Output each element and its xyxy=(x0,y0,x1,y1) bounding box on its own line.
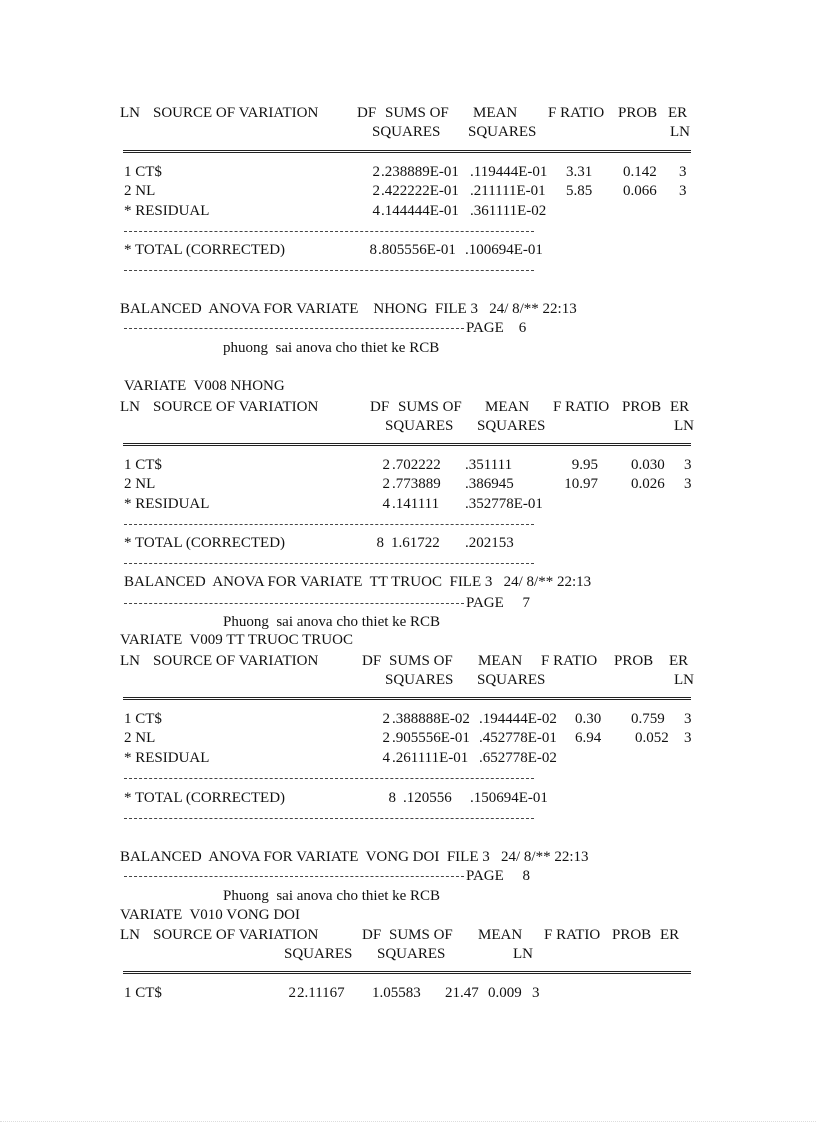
header-source: SOURCE OF VARIATION xyxy=(153,653,319,669)
row-ss: .144444E-01 xyxy=(381,203,459,219)
row-ms: .202153 xyxy=(465,535,514,551)
dashed-rule xyxy=(124,563,534,564)
row-df: 8 xyxy=(388,790,396,806)
header-mean: MEAN xyxy=(473,105,518,121)
row-df: 8 xyxy=(369,242,377,258)
row-df: 2 xyxy=(382,457,390,473)
row-prob: 0.052 xyxy=(635,730,669,746)
section-subtitle: Phuong sai anova cho thiet ke RCB xyxy=(223,888,441,904)
row-ms: .452778E-01 xyxy=(479,730,557,746)
double-rule xyxy=(123,697,691,700)
header-squares-1: SQUARES xyxy=(372,124,441,140)
row-ss: .141111 xyxy=(392,496,440,512)
row-f: 10.97 xyxy=(564,476,598,492)
row-source: 1 CT$ xyxy=(124,985,162,1001)
header-sums-of: SUMS OF xyxy=(385,105,449,121)
header-ln: LN xyxy=(120,653,140,669)
dashed-rule xyxy=(124,818,534,819)
row-source: * TOTAL (CORRECTED) xyxy=(124,790,286,806)
row-f: 6.94 xyxy=(575,730,602,746)
section-subtitle: Phuong sai anova cho thiet ke RCB xyxy=(223,614,441,630)
row-ss: .120556 xyxy=(403,790,452,806)
row-ss: .905556E-01 xyxy=(392,730,470,746)
row-ms: .119444E-01 xyxy=(470,164,548,180)
section-heading: BALANCED ANOVA FOR VARIATE TT TRUOC FILE 3 24/ 8/** 22:13 xyxy=(124,574,592,590)
header-source: SOURCE OF VARIATION xyxy=(153,105,319,121)
row-prob: 0.030 xyxy=(631,457,665,473)
row-df: 4 xyxy=(382,496,390,512)
header-sums-of: SUMS OF xyxy=(398,399,462,415)
row-source: * RESIDUAL xyxy=(124,496,210,512)
variate-label: VARIATE V008 NHONG xyxy=(124,378,285,394)
row-ss: .805556E-01 xyxy=(378,242,456,258)
row-ms: .352778E-01 xyxy=(465,496,543,512)
row-f: 0.30 xyxy=(575,711,602,727)
header-squares-2: SQUARES xyxy=(477,672,546,688)
header-df: DF xyxy=(362,927,382,943)
row-ss: .422222E-01 xyxy=(381,183,459,199)
row-source: * RESIDUAL xyxy=(124,750,210,766)
page-number: PAGE 8 xyxy=(466,868,531,884)
row-er: 3 xyxy=(684,711,692,727)
row-source: 1 CT$ xyxy=(124,164,162,180)
header-sums-of: SUMS OF xyxy=(389,927,453,943)
dashed-rule xyxy=(124,778,534,779)
row-df: 2 xyxy=(372,164,380,180)
section-heading: BALANCED ANOVA FOR VARIATE VONG DOI FILE 3 24/ 8/** 22:13 xyxy=(120,849,589,865)
row-df: 8 xyxy=(376,535,384,551)
header-er: ER xyxy=(668,105,688,121)
header-f-ratio: F RATIO xyxy=(544,927,601,943)
variate-label: VARIATE V009 TT TRUOC TRUOC xyxy=(120,632,353,648)
header-sums-of: SUMS OF xyxy=(389,653,453,669)
dashed-rule xyxy=(124,524,534,525)
row-ss: .261111E-01 xyxy=(392,750,469,766)
header-mean: MEAN xyxy=(485,399,530,415)
row-er: 3 xyxy=(679,183,687,199)
header-prob: PROB xyxy=(612,927,652,943)
row-ms: .386945 xyxy=(465,476,514,492)
header-er: ER xyxy=(670,399,690,415)
header-ln-2: LN xyxy=(670,124,690,140)
header-mean: MEAN xyxy=(478,653,523,669)
row-prob: 0.759 xyxy=(631,711,665,727)
header-squares-1: SQUARES xyxy=(385,418,454,434)
row-ss: .388888E-02 xyxy=(392,711,470,727)
page-number: PAGE 7 xyxy=(466,595,531,611)
row-ms: 1.05583 xyxy=(372,985,421,1001)
row-f: 5.85 xyxy=(566,183,593,199)
header-df: DF xyxy=(370,399,390,415)
header-ln: LN xyxy=(120,105,140,121)
row-er: 3 xyxy=(532,985,540,1001)
header-squares-1: SQUARES xyxy=(385,672,454,688)
row-ss: .773889 xyxy=(392,476,441,492)
row-source: 2 NL xyxy=(124,183,156,199)
header-df: DF xyxy=(357,105,377,121)
row-er: 3 xyxy=(684,457,692,473)
header-ln: LN xyxy=(120,399,140,415)
row-er: 3 xyxy=(684,476,692,492)
header-f-ratio: F RATIO xyxy=(541,653,598,669)
row-er: 3 xyxy=(684,730,692,746)
row-source: * TOTAL (CORRECTED) xyxy=(124,535,286,551)
header-ln-2: LN xyxy=(674,672,694,688)
header-squares-2: SQUARES xyxy=(477,418,546,434)
row-source: 1 CT$ xyxy=(124,457,162,473)
row-source: * RESIDUAL xyxy=(124,203,210,219)
row-prob: 0.026 xyxy=(631,476,665,492)
row-ss: .702222 xyxy=(392,457,441,473)
row-ms: .100694E-01 xyxy=(465,242,543,258)
row-ms: .351111 xyxy=(465,457,513,473)
row-ss: 1.61722 xyxy=(391,535,440,551)
header-ln: LN xyxy=(120,927,140,943)
double-rule xyxy=(123,150,691,153)
header-squares-2: SQUARES xyxy=(377,946,446,962)
row-source: 2 NL xyxy=(124,476,156,492)
header-squares-2: SQUARES xyxy=(468,124,537,140)
header-ln-2: LN xyxy=(513,946,533,962)
page-bottom-edge xyxy=(0,1121,816,1122)
header-prob: PROB xyxy=(622,399,662,415)
row-ss: 2.11167 xyxy=(297,985,345,1001)
row-df: 2 xyxy=(372,183,380,199)
double-rule xyxy=(123,443,691,446)
row-df: 2 xyxy=(382,730,390,746)
row-source: 1 CT$ xyxy=(124,711,162,727)
row-df: 2 xyxy=(288,985,296,1001)
section-subtitle: phuong sai anova cho thiet ke RCB xyxy=(223,340,440,356)
header-prob: PROB xyxy=(614,653,654,669)
double-rule xyxy=(123,971,691,974)
row-source: 2 NL xyxy=(124,730,156,746)
row-f: 9.95 xyxy=(571,457,598,473)
row-ms: .361111E-02 xyxy=(470,203,547,219)
header-f-ratio: F RATIO xyxy=(553,399,610,415)
row-source: * TOTAL (CORRECTED) xyxy=(124,242,286,258)
header-mean: MEAN xyxy=(478,927,523,943)
dashed-rule xyxy=(124,328,464,329)
header-er: ER xyxy=(660,927,680,943)
header-prob: PROB xyxy=(618,105,658,121)
row-df: 4 xyxy=(382,750,390,766)
header-er: ER xyxy=(669,653,689,669)
header-source: SOURCE OF VARIATION xyxy=(153,399,319,415)
variate-label: VARIATE V010 VONG DOI xyxy=(120,907,301,923)
row-ms: .150694E-01 xyxy=(470,790,548,806)
dashed-rule xyxy=(124,231,534,232)
row-f: 3.31 xyxy=(566,164,593,180)
row-prob: 0.066 xyxy=(623,183,657,199)
header-f-ratio: F RATIO xyxy=(548,105,605,121)
section-heading: BALANCED ANOVA FOR VARIATE NHONG FILE 3 24/ 8/** 22:13 xyxy=(120,301,577,317)
row-prob: 0.142 xyxy=(623,164,657,180)
dashed-rule xyxy=(124,270,534,271)
row-ms: .194444E-02 xyxy=(479,711,557,727)
row-er: 3 xyxy=(679,164,687,180)
row-ms: .652778E-02 xyxy=(479,750,557,766)
header-source: SOURCE OF VARIATION xyxy=(153,927,319,943)
row-ss: .238889E-01 xyxy=(381,164,459,180)
row-df: 2 xyxy=(382,711,390,727)
row-f: 21.47 xyxy=(445,985,479,1001)
header-squares-1: SQUARES xyxy=(284,946,353,962)
row-prob: 0.009 xyxy=(488,985,522,1001)
row-ms: .211111E-01 xyxy=(470,183,546,199)
dashed-rule xyxy=(124,603,464,604)
header-df: DF xyxy=(362,653,382,669)
row-df: 2 xyxy=(382,476,390,492)
header-ln-2: LN xyxy=(674,418,694,434)
row-df: 4 xyxy=(372,203,380,219)
dashed-rule xyxy=(124,876,464,877)
page-number: PAGE 6 xyxy=(466,320,527,336)
